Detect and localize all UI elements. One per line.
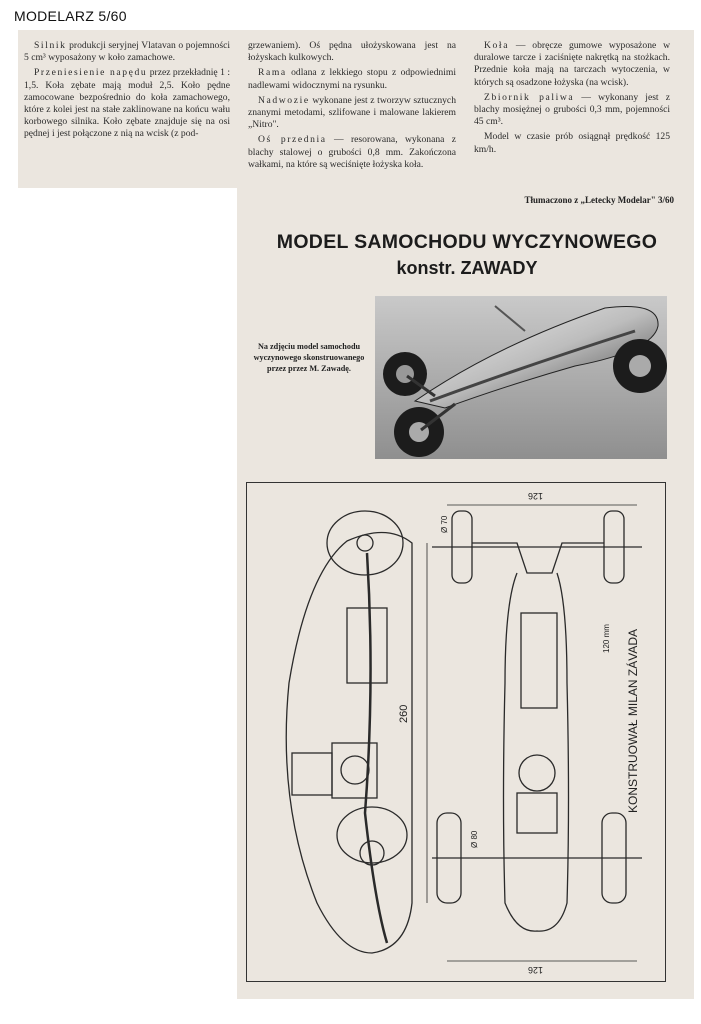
paragraph: Model w czasie prób osiągnął prędkość 125 km/h. — [474, 131, 670, 155]
translation-credit: Tłumaczono z „Letecky Modelar" 3/60 — [524, 195, 674, 205]
feature-subtitle: konstr. ZAWADY — [396, 258, 538, 278]
model-car-photo — [375, 296, 667, 459]
drawing-svg — [247, 483, 665, 981]
spaced-heading: Zbiornik paliwa — [484, 91, 575, 103]
paragraph: Oś przednia — resorowana, wykonana z blachy stalowej o grubości 0,8 mm. Zakończona wałkami, na które są weciśnięte łożyska koła. — [248, 134, 456, 170]
page-header: MODELARZ 5/60 — [14, 8, 127, 24]
spaced-heading: Oś przednia — [258, 134, 327, 146]
dim-width-top: 126 — [527, 491, 543, 501]
paragraph: Silnik produkcji seryjnej Vlatavan o pojemności 5 cm³ wyposażony w koło zamachowe. — [24, 40, 230, 64]
dim-wheel-front: Ø 70 — [440, 515, 449, 533]
paragraph: Przeniesienie napędu przez przekładnię 1 : 1,5. Koła zębate mają moduł 2,5. Koło pędne zamocowane bezpośrednio do koła zamachowego, które z kolei jest na stałe zaklinowane na końcu wału korbowego silnika. Koło zębate znajduje się na osi pędnej i jest połączone z nią na wcisk (z pod- — [24, 67, 230, 140]
photo-caption: Na zdjęciu model samochodu wyczynowego skonstruowanego przez przez M. Zawadę. — [253, 342, 365, 373]
dim-spacing: 120 mm — [602, 624, 611, 653]
article-column-2 — [248, 40, 456, 174]
spaced-heading: Rama — [258, 67, 287, 79]
paragraph: Nadwozie wykonane jest z tworzyw sztucznych znanymi metodami, szlifowane i malowane lakierem „Nitro". — [248, 94, 456, 131]
spaced-heading: Nadwozie — [258, 94, 310, 106]
paragraph: Zbiornik paliwa — wykonany jest z blachy mosiężnej o grubości 0,3 mm, pojemności 45 cm³. — [474, 91, 670, 128]
article-column-3 — [474, 40, 670, 159]
spaced-heading: Silnik — [34, 40, 67, 51]
paragraph: Rama odlana z lekkiego stopu z odpowiednimi nadlewami widocznymi na rysunku. — [248, 67, 456, 91]
paragraph: Koła — obręcze gumowe wyposażone w duralowe tarcze i zaciśnięte nakrętką na stożkach. Przednie koła mają na tarczach wytoczenia, w których są osadzone łożyska (na wcisk). — [474, 40, 670, 88]
spaced-heading: Koła — [484, 40, 510, 51]
feature-title: MODEL SAMOCHODU WYCZYNOWEGO — [276, 231, 658, 253]
article-column-1 — [24, 40, 230, 144]
dim-length: 260 — [398, 704, 410, 723]
spaced-heading: Przeniesienie napędu — [34, 67, 148, 79]
dim-wheel-rear: Ø 80 — [470, 830, 479, 848]
paragraph: grzewaniem). Oś pędna ułożyskowana jest na łożyskach kulkowych. — [248, 40, 456, 64]
dim-width-bottom: 126 — [527, 965, 543, 975]
technical-drawing — [246, 482, 666, 982]
designer-signature: KONSTRUOWAŁ MILAN ZÁVADA — [626, 628, 640, 813]
